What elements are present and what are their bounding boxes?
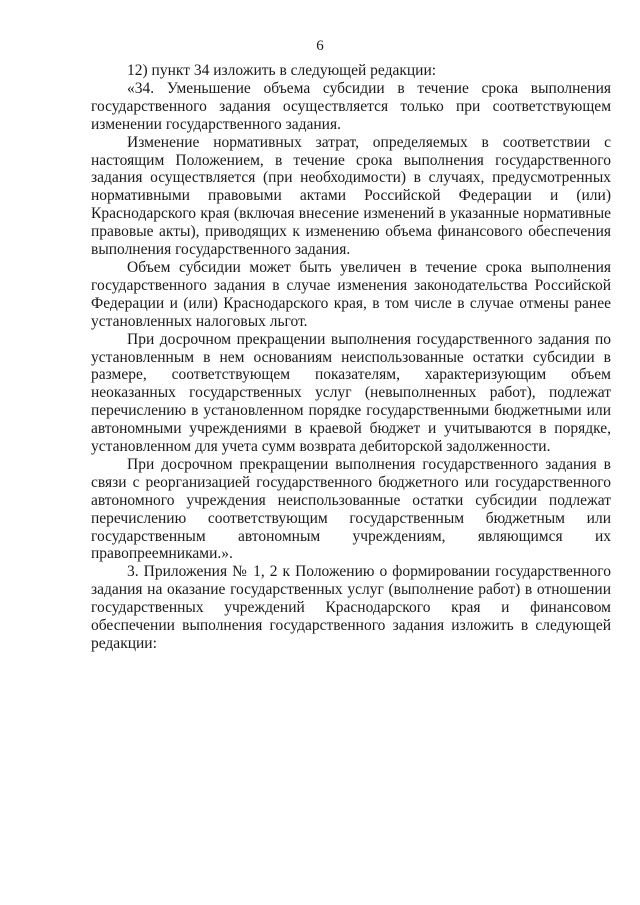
paragraph-clause-34: «34. Уменьшение объема субсидии в течение срока выполнения государственного задания осуществляется только при соответствующем изменении государственного задания. (91, 79, 611, 133)
paragraph-normative-costs: Изменение нормативных затрат, определяемых в соответствии с настоящим Положением, в течение срока выполнения государственного задания осуществляется (при необходимости) в случаях, предусмотренных нормативными правовыми актами Российской Федерации и (или) Краснодарского края (включая внесение изменений в указанные нормативные правовые акты), приводящих к изменению объема финансового обеспечения выполнения государственного задания. (91, 133, 611, 259)
paragraph-subsidy-increase: Объем субсидии может быть увеличен в течение срока выполнения государственного задания в случае изменения законодательства Российской Федерации и (или) Краснодарского края, в том числе в случае отмены ранее установленных налоговых льгот. (91, 258, 611, 330)
paragraph-item-3-appendices: 3. Приложения № 1, 2 к Положению о формировании государственного задания на оказание государственных услуг (выполнение работ) в отношении государственных учреждений Краснодарского края и финансовом обеспечении выполнения государственного задания изложить в следующей редакции: (91, 563, 611, 652)
document-body (91, 62, 611, 653)
paragraph-reorganization: При досрочном прекращении выполнения государственного задания в связи с реорганизацией государственного бюджетного или государственного автономного учреждения неиспользованные остатки субсидии подлежат перечислению соответствующим государственным бюджетным или государственным автономным учреждениям, являющимся их правопреемниками.». (91, 455, 611, 563)
paragraph-item-12-header: 12) пункт 34 изложить в следующей редакции: (127, 62, 437, 79)
page-number: 6 (316, 38, 324, 54)
paragraph-early-termination: При досрочном прекращении выполнения государственного задания по установленным в нем основаниям неиспользованные остатки субсидии в размере, соответствующем показателям, характеризующим объем неоказанных государственных услуг (невыполненных работ), подлежат перечислению в установленном порядке государственными бюджетными или автономными учреждениями в краевой бюджет и учитываются в порядке, установленном для учета сумм возврата дебиторской задолженности. (91, 330, 611, 456)
